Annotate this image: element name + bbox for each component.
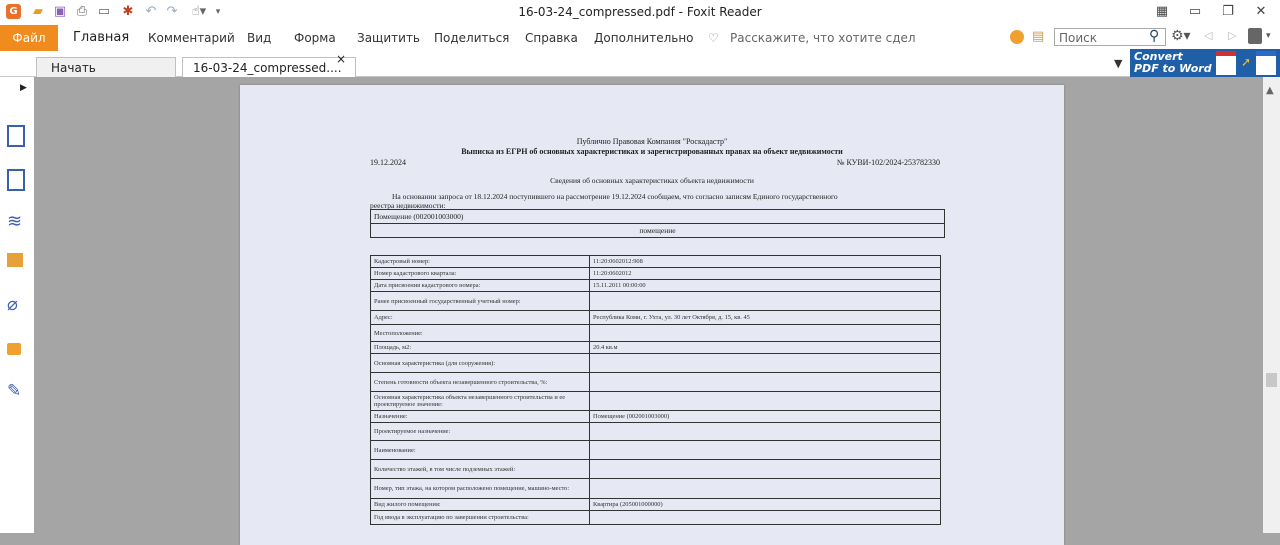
tab-share[interactable]: Поделиться	[434, 31, 510, 45]
scroll-up-icon[interactable]: ▲	[1266, 85, 1274, 96]
doc-date: 19.12.2024	[370, 158, 406, 167]
row-value: 20.4 кв.м	[590, 342, 941, 354]
row-label: Номер, тип этажа, на котором расположено помещение, машино-место:	[371, 479, 590, 499]
table-row	[371, 280, 941, 292]
table-row	[371, 499, 941, 511]
table-row	[371, 441, 941, 460]
redo-icon[interactable]: ↷	[166, 4, 178, 19]
row-label: Адрес:	[371, 311, 590, 325]
table-row	[371, 342, 941, 354]
row-label: Наименование:	[371, 441, 590, 460]
search-icon[interactable]: ⚲	[1149, 28, 1160, 44]
table-row	[371, 256, 941, 268]
hand-tool-icon[interactable]: ☝▾	[191, 4, 207, 19]
tab-comment[interactable]: Комментарий	[148, 31, 235, 45]
doc-intro-line1: На основании запроса от 18.12.2024 поступившего на рассмотрение 19.12.2024 сообщаем, что согласно записям Единого государственного	[392, 192, 838, 201]
table-row	[371, 268, 941, 280]
tell-me-input[interactable]: Расскажите, что хотите сдел	[730, 31, 916, 45]
folder-search-icon[interactable]: ▤	[1032, 29, 1045, 44]
word-file-icon	[1256, 51, 1276, 75]
row-value: 15.11.2011 00:00:00	[590, 280, 941, 292]
row-value: 11:20:0602012:908	[590, 256, 941, 268]
document-tab-bar	[0, 51, 1280, 77]
convert-pdf-to-word-banner[interactable]	[1130, 49, 1280, 77]
expand-panel-icon[interactable]: ▶	[20, 83, 27, 93]
save-icon[interactable]: ▣	[53, 4, 67, 19]
ribbon-tabs	[0, 25, 1280, 51]
doc-org-name: Публично Правовая Компания "Роскадастр"	[576, 137, 728, 146]
doc-intro-line2: реестра недвижимости:	[370, 201, 446, 210]
row-label: Основная характеристика (для сооружения):	[371, 354, 590, 373]
table-row	[371, 311, 941, 325]
doc-number: № КУВИ-102/2024-253782330	[836, 158, 940, 167]
restore-button[interactable]: ❐	[1222, 4, 1234, 19]
account-icon[interactable]	[1248, 28, 1262, 44]
open-icon[interactable]: ▰	[33, 4, 43, 19]
table-row	[371, 423, 941, 441]
row-label: Площадь, м2:	[371, 342, 590, 354]
scroll-thumb[interactable]	[1266, 373, 1277, 387]
tab-form[interactable]: Форма	[294, 31, 336, 45]
layers-icon[interactable]: ≋	[7, 211, 23, 232]
table-row	[371, 292, 941, 311]
doc-section-title: Сведения об основных характеристиках объекта недвижимости	[550, 176, 754, 185]
row-value	[590, 511, 941, 525]
close-window-button[interactable]: ✕	[1255, 4, 1267, 19]
next-page-icon[interactable]: ▷	[1228, 29, 1237, 42]
row-value: 11:20:0602012	[590, 268, 941, 280]
foxit-logo-icon: G	[6, 4, 21, 19]
print-icon[interactable]: ⎙	[76, 4, 88, 19]
row-value	[590, 354, 941, 373]
title-bar	[0, 0, 1280, 25]
table-row	[371, 411, 941, 423]
row-label: Номер кадастрового квартала:	[371, 268, 590, 280]
row-value	[590, 423, 941, 441]
row-value	[590, 373, 941, 392]
row-label: Основная характеристика объекта незавершенного строительства и ее проектируемое значение:	[371, 392, 590, 411]
table-row	[371, 460, 941, 479]
close-tab-button[interactable]: ×	[336, 52, 347, 66]
table-row	[371, 479, 941, 499]
row-value	[590, 441, 941, 460]
object-header-box	[370, 209, 945, 224]
undo-icon[interactable]: ↶	[145, 4, 157, 19]
row-label: Проектируемое назначение:	[371, 423, 590, 441]
object-type: помещение	[639, 226, 676, 235]
table-row	[371, 373, 941, 392]
customize-toolbar-icon[interactable]: ▾	[215, 7, 221, 17]
tab-extra[interactable]: Дополнительно	[594, 31, 694, 45]
convert-line1: Convert	[1134, 50, 1183, 63]
row-label: Кадастровый номер:	[371, 256, 590, 268]
row-label: Год ввода в эксплуатацию по завершении строительства:	[371, 511, 590, 525]
attachments-icon[interactable]: ⌀	[7, 294, 18, 315]
tab-home[interactable]: Главная	[73, 30, 130, 45]
table-row	[371, 325, 941, 342]
row-label: Назначение:	[371, 411, 590, 423]
convert-line2: PDF to Word	[1134, 62, 1212, 75]
arrow-icon: ➚	[1241, 55, 1252, 69]
row-label: Местоположение:	[371, 325, 590, 342]
row-value	[590, 392, 941, 411]
window-title: 16-03-24_compressed.pdf - Foxit Reader	[518, 5, 762, 19]
row-value	[590, 460, 941, 479]
smiley-icon[interactable]	[1010, 30, 1024, 44]
table-row	[371, 511, 941, 525]
row-value: Помещение (002001003000)	[590, 411, 941, 423]
signature-icon[interactable]: ✎	[7, 381, 22, 401]
tab-protect[interactable]: Защитить	[357, 31, 420, 45]
comments-icon[interactable]	[7, 253, 23, 267]
minimize-button[interactable]: ▭	[1188, 4, 1202, 19]
row-label: Ранее присвоенный государственный учетный номер:	[371, 292, 590, 311]
navigation-panel	[0, 77, 34, 533]
table-row	[371, 392, 941, 411]
row-value	[590, 479, 941, 499]
row-value: Квартира (205001000000)	[590, 499, 941, 511]
row-label: Вид жилого помещения:	[371, 499, 590, 511]
object-header: Помещение (002001003000)	[374, 212, 464, 221]
properties-table	[370, 255, 941, 525]
row-label: Количество этажей, в том числе подземных этажей:	[371, 460, 590, 479]
row-label: Степень готовности объекта незавершенного строительства, %:	[371, 373, 590, 392]
object-type-box	[370, 223, 945, 238]
row-value	[590, 292, 941, 311]
page-thumbnail-icon[interactable]	[7, 125, 25, 147]
prev-page-icon[interactable]: ◁	[1204, 29, 1213, 42]
tab-file[interactable]: Файл	[0, 25, 58, 51]
search-input[interactable]: Поиск	[1054, 28, 1166, 46]
table-row	[371, 354, 941, 373]
tab-view[interactable]: Вид	[247, 31, 272, 45]
tab-help[interactable]: Справка	[525, 31, 578, 45]
pdf-file-icon	[1216, 51, 1236, 75]
new-icon[interactable]: ✱	[122, 4, 134, 19]
tab-start-page[interactable]: Начать	[36, 57, 176, 77]
row-value: Республика Коми, г. Ухта, ул. 30 лет Октября, д. 15, кв. 45	[590, 311, 941, 325]
ribbon-display-icon[interactable]: ▦	[1155, 4, 1169, 19]
pages-icon[interactable]	[7, 169, 25, 191]
pdf-page	[240, 85, 1064, 545]
tab-list-dropdown-icon[interactable]: ▼	[1114, 57, 1123, 70]
row-value	[590, 325, 941, 342]
doc-heading: Выписка из ЕГРН об основных характеристиках и зарегистрированных правах на объект недвижимости	[461, 147, 843, 156]
vertical-scrollbar[interactable]	[1263, 77, 1280, 533]
row-label: Дата присвоения кадастрового номера:	[371, 280, 590, 292]
tab-active-document[interactable]: 16-03-24_compressed....	[182, 57, 356, 77]
properties-icon[interactable]: ▭	[97, 4, 111, 19]
account-dropdown-icon[interactable]: ▾	[1266, 31, 1271, 41]
lightbulb-icon: ♡	[708, 31, 719, 45]
gear-icon[interactable]: ⚙▾	[1171, 28, 1191, 44]
security-lock-icon[interactable]	[7, 343, 21, 355]
